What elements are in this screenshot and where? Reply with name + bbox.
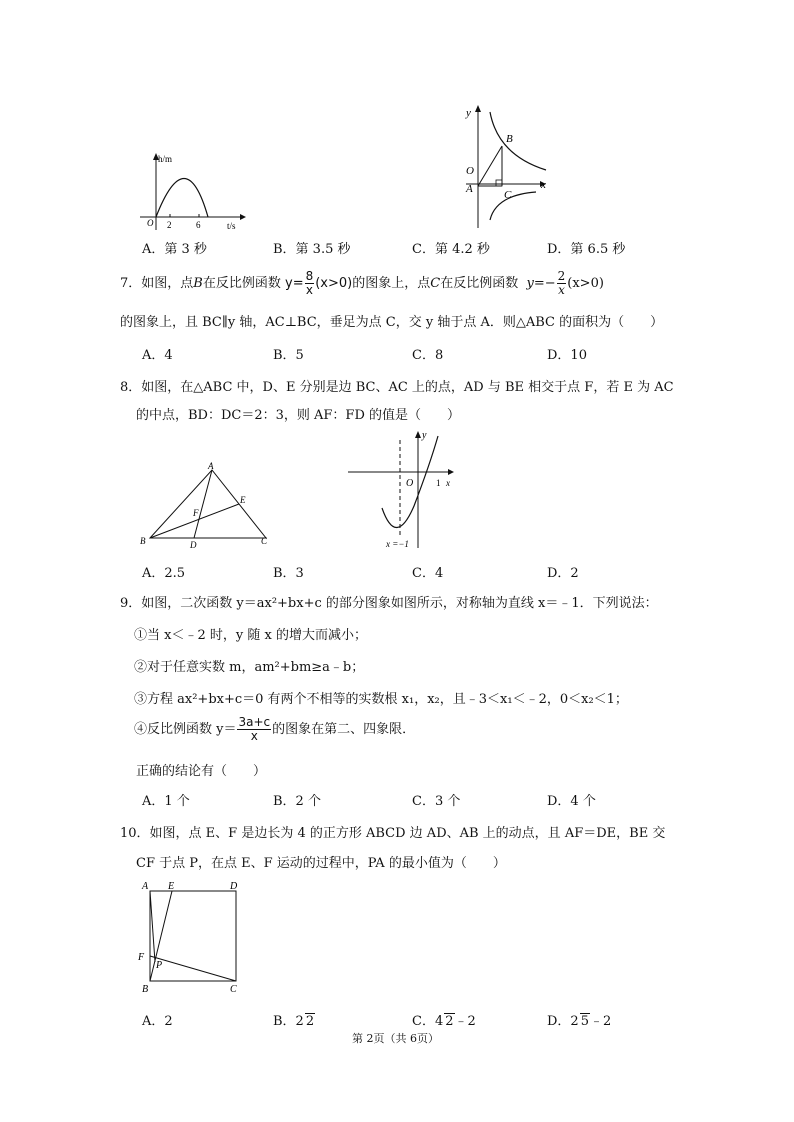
q7-option-d[interactable]: D．10 xyxy=(547,348,587,363)
q6-graph1-origin: O xyxy=(147,218,154,228)
q9-parabola-figure xyxy=(346,428,461,550)
q7-graph-inverse-functions xyxy=(458,100,558,230)
q10-label-P: P xyxy=(156,960,163,971)
q8-option-a[interactable]: A．2.5 xyxy=(142,566,186,581)
q8-stem-line2: 的中点，BD：DC＝2：3，则 AF：FD 的值是（ ） xyxy=(136,408,461,423)
q6-option-a[interactable]: A．第 3 秒 xyxy=(142,242,207,257)
q9-statement-1: ①当 x＜﹣2 时，y 随 x 的增大而减小； xyxy=(134,628,367,643)
q10-option-d[interactable]: D．2 5﹣2 xyxy=(547,1014,612,1029)
q7-graph-O: O xyxy=(466,165,474,177)
q8-option-b[interactable]: B．3 xyxy=(273,566,304,581)
q7-graph-C: C xyxy=(504,189,512,201)
q7-stem-line2: 的图象上，且 BC∥y 轴，AC⊥BC，垂足为点 C，交 y 轴于点 A．则△ABC 的面积为（ ） xyxy=(120,315,664,330)
q7-option-c[interactable]: C．8 xyxy=(412,348,444,363)
q8-label-B: B xyxy=(140,536,146,546)
q9-statement-3: ③方程 ax²+bx+c＝0 有两个不相等的实数根 x₁，x₂，且﹣3＜x₁＜﹣2，0＜x₂＜1； xyxy=(134,692,628,707)
q10-option-c[interactable]: C．4 2﹣2 xyxy=(412,1014,476,1029)
q9-conclusion: 正确的结论有（ ） xyxy=(136,764,267,779)
q8-label-C: C xyxy=(261,536,268,546)
q8-label-A: A xyxy=(208,461,214,471)
q9-option-a[interactable]: A．1 个 xyxy=(142,794,190,809)
q9-graph-y: y xyxy=(422,430,427,441)
q10-label-D: D xyxy=(230,881,238,892)
q10-label-F: F xyxy=(138,952,145,963)
q7-graph-A: A xyxy=(466,183,473,195)
q9-graph-axis-label: x =−1 xyxy=(386,539,409,549)
q9-option-d[interactable]: D．4 个 xyxy=(547,794,596,809)
q9-statement-2: ②对于任意实数 m，am²+bm≥a﹣b； xyxy=(134,660,365,675)
q8-triangle-figure xyxy=(136,460,276,550)
q6-graph1-ylabel: h/m xyxy=(158,154,173,164)
q10-option-b[interactable]: B．2 2 xyxy=(273,1014,315,1029)
q10-square-figure xyxy=(136,876,248,996)
q10-stem-line2: CF 于点 P，在点 E、F 运动的过程中，PA 的最小值为（ ） xyxy=(136,856,506,871)
q10-label-E: E xyxy=(168,881,175,892)
q6-option-d[interactable]: D．第 6.5 秒 xyxy=(547,242,626,257)
q8-stem-line1: 8．如图，在△ABC 中，D、E 分别是边 BC、AC 上的点，AD 与 BE 相交于点 F，若 E 为 AC xyxy=(120,380,674,395)
q9-option-c[interactable]: C．3 个 xyxy=(412,794,461,809)
q6-option-b[interactable]: B．第 3.5 秒 xyxy=(273,242,351,257)
q9-graph-one: 1 xyxy=(436,478,441,488)
q6-graph1-xlabel: t/s xyxy=(227,221,236,231)
q10-label-A: A xyxy=(142,881,149,892)
q6-graph-height-time xyxy=(136,150,246,232)
q6-graph1-tick2: 6 xyxy=(196,220,201,230)
q8-label-E: E xyxy=(240,495,246,505)
q10-label-C: C xyxy=(230,984,237,995)
q7-option-b[interactable]: B．5 xyxy=(273,348,304,363)
q9-statement-4: ④反比例函数 y＝ $\frac{3a+c}{x}$ 的图象在第二、四象限． xyxy=(134,715,416,743)
q10-label-B: B xyxy=(142,984,149,995)
q7-graph-B: B xyxy=(506,133,513,145)
q8-label-D: D xyxy=(190,540,197,550)
q10-option-a[interactable]: A．2 xyxy=(142,1014,173,1029)
q8-option-c[interactable]: C．4 xyxy=(412,566,444,581)
q9-option-b[interactable]: B．2 个 xyxy=(273,794,321,809)
q7-graph-x: x xyxy=(541,179,546,191)
q7-option-a[interactable]: A．4 xyxy=(142,348,173,363)
q8-label-F: F xyxy=(193,508,199,518)
q8-option-d[interactable]: D．2 xyxy=(547,566,579,581)
q7-stem-line1: 7．如图，点B在反比例函数 y= $\frac{8}{x}$ (x>0)的图象上，点C在反比例函数 y=− $\frac{2}{x}(x>0)$ xyxy=(120,269,604,297)
q6-graph1-tick1: 2 xyxy=(167,220,172,230)
q6-option-c[interactable]: C．第 4.2 秒 xyxy=(412,242,490,257)
q9-stem-line1: 9．如图，二次函数 y＝ax²+bx+c 的部分图象如图所示，对称轴为直线 x＝﹣1．下列说法： xyxy=(120,596,658,611)
q10-stem-line1: 10．如图，点 E、F 是边长为 4 的正方形 ABCD 边 AD、AB 上的动点，且 AF＝DE，BE 交 xyxy=(120,826,666,841)
q7-graph-y: y xyxy=(466,107,471,119)
page-footer: 第 2页（共 6页） xyxy=(352,1032,439,1045)
q9-graph-O: O xyxy=(406,478,414,489)
q9-graph-x: x xyxy=(446,478,450,488)
